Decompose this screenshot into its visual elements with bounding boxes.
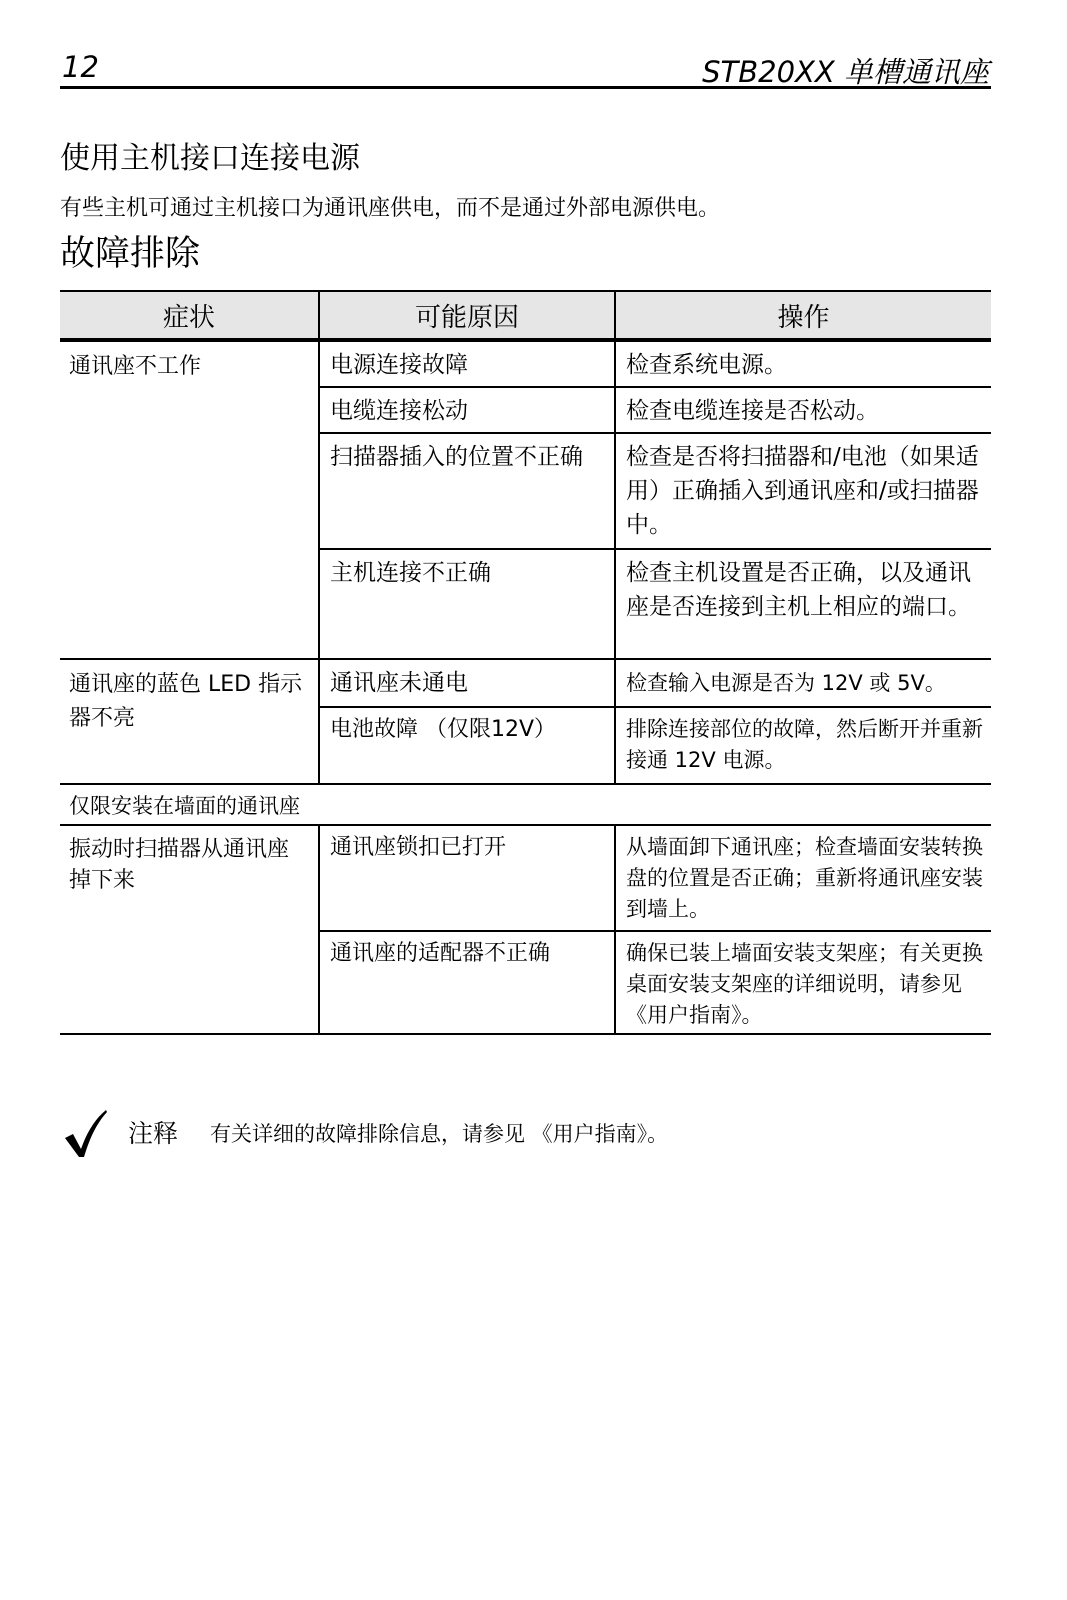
cause-cell: 通讯座的适配器不正确 xyxy=(318,932,614,1033)
note-text: 有关详细的故障排除信息，请参见 《用户指南》。 xyxy=(210,1122,669,1146)
table-row xyxy=(318,826,991,930)
action-cell: 检查电缆连接是否松动。 xyxy=(614,388,991,432)
page-header xyxy=(60,46,991,89)
note-label: 注释 xyxy=(128,1119,179,1148)
cause-cell: 主机连接不正确 xyxy=(318,550,614,658)
cause-cell: 通讯座未通电 xyxy=(318,660,614,706)
table-row-group xyxy=(60,342,991,660)
checkmark-icon xyxy=(62,1108,108,1158)
note-callout xyxy=(62,1108,992,1158)
symptom-cell: 振动时扫描器从通讯座掉下来 xyxy=(69,837,290,893)
column-header-action: 操作 xyxy=(614,292,991,338)
header-divider xyxy=(60,86,991,89)
table-section-label: 仅限安装在墙面的通讯座 xyxy=(60,785,991,826)
table-row-group xyxy=(60,826,991,1035)
cause-cell: 电池故障 （仅限12V） xyxy=(318,708,614,783)
table-row xyxy=(318,706,991,783)
table-row xyxy=(318,548,991,658)
section-body-host-power: 有些主机可通过主机接口为通讯座供电，而不是通过外部电源供电。 xyxy=(60,196,721,221)
cause-cell: 扫描器插入的位置不正确 xyxy=(318,434,614,548)
table-header-row xyxy=(60,290,991,342)
cause-cell: 通讯座锁扣已打开 xyxy=(318,826,614,930)
action-cell: 检查输入电源是否为 12V 或 5V。 xyxy=(614,660,991,706)
symptom-cell: 通讯座不工作 xyxy=(69,354,202,379)
column-header-cause: 可能原因 xyxy=(318,292,614,338)
cause-cell: 电源连接故障 xyxy=(318,342,614,386)
document-title: STB20XX 单槽通讯座 xyxy=(702,55,989,89)
column-header-symptom: 症状 xyxy=(162,302,215,333)
table-row-group xyxy=(60,660,991,785)
table-row xyxy=(318,386,991,432)
troubleshooting-table xyxy=(60,290,991,1035)
table-row xyxy=(318,930,991,1033)
action-cell: 从墙面卸下通讯座；检查墙面安装转换盘的位置是否正确；重新将通讯座安装到墙上。 xyxy=(614,826,991,930)
table-row xyxy=(318,342,991,386)
action-cell: 确保已装上墙面安装支架座；有关更换桌面安装支架座的详细说明，请参见 《用户指南》。 xyxy=(614,932,991,1033)
cause-cell: 电缆连接松动 xyxy=(318,388,614,432)
table-row xyxy=(318,432,991,548)
section-heading-host-power: 使用主机接口连接电源 xyxy=(60,141,360,176)
action-cell: 检查是否将扫描器和/电池（如果适用）正确插入到通讯座和/或扫描器中。 xyxy=(614,434,991,548)
section-heading-troubleshooting: 故障排除 xyxy=(60,234,201,274)
page-number: 12 xyxy=(62,50,99,84)
action-cell: 检查系统电源。 xyxy=(614,342,991,386)
action-cell: 检查主机设置是否正确，以及通讯座是否连接到主机上相应的端口。 xyxy=(614,550,991,658)
symptom-cell: 通讯座的蓝色 LED 指示器不亮 xyxy=(69,672,303,731)
table-row xyxy=(318,660,991,706)
action-cell: 排除连接部位的故障，然后断开并重新接通 12V 电源。 xyxy=(614,708,991,783)
